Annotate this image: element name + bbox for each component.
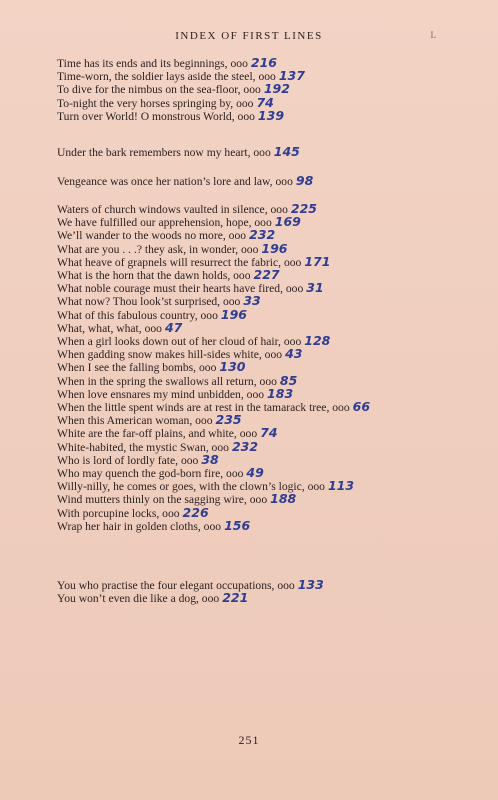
index-entry	[57, 56, 277, 70]
index-entry	[57, 360, 245, 374]
handwritten-page-number: 74	[256, 94, 274, 110]
first-line-text: White-habited, the mystic Swan, ooo	[57, 440, 229, 454]
first-line-text: To dive for the nimbus on the sea-floor, ooo	[57, 83, 261, 97]
handwritten-page-number: 188	[270, 491, 297, 507]
page-title: INDEX OF FIRST LINES	[175, 30, 323, 42]
index-entry	[57, 255, 330, 269]
handwritten-page-number: 235	[215, 412, 242, 428]
index-entry	[57, 453, 219, 467]
first-line-text: What heave of grapnels will resurrect the fabric, ooo	[57, 255, 302, 269]
handwritten-page-number: 139	[257, 107, 285, 123]
handwritten-page-number: 128	[304, 333, 331, 348]
page-header	[0, 30, 498, 42]
handwritten-page-number: 49	[246, 465, 264, 480]
handwritten-page-number: 43	[285, 346, 303, 362]
handwritten-page-number: 156	[224, 517, 251, 533]
handwritten-page-number: 133	[297, 577, 324, 592]
first-line-text: When gadding snow makes hill-sides white, ooo	[57, 348, 283, 362]
first-line-text: What, what, what, ooo	[57, 321, 162, 335]
index-entry	[57, 578, 324, 592]
index-entry	[57, 387, 293, 401]
index-entry	[57, 109, 284, 123]
index-entry	[57, 506, 209, 520]
handwritten-page-number: 192	[263, 81, 290, 97]
first-line-text: Vengeance was once her nation’s lore and law, ooo	[57, 175, 293, 188]
first-line-text: Wrap her hair in golden cloths, ooo	[57, 519, 222, 533]
handwritten-page-number: 221	[222, 590, 249, 606]
handwritten-page-number: 196	[220, 306, 247, 322]
index-entry	[57, 82, 290, 96]
index-entry	[57, 374, 297, 388]
handwritten-page-number: 47	[164, 319, 183, 335]
handwritten-page-number: 130	[219, 359, 246, 375]
first-line-text: With porcupine locks, ooo	[57, 506, 180, 520]
first-line-text: When love ensnares my mind unbidden, ooo	[57, 387, 265, 401]
handwritten-page-number: 85	[279, 372, 298, 388]
handwritten-page-number: 232	[249, 227, 276, 243]
corner-mark: L	[430, 30, 436, 40]
handwritten-page-number: 33	[243, 293, 261, 309]
handwritten-page-number: 227	[253, 267, 280, 282]
first-line-text: You won’t even die like a dog, ooo	[57, 592, 220, 606]
index-entry	[57, 347, 302, 361]
page-number: 251	[238, 733, 260, 747]
first-line-text: Under the bark remembers now my heart, ooo	[57, 146, 271, 159]
index-entry	[57, 96, 274, 110]
index-entry	[57, 228, 275, 242]
handwritten-page-number: 225	[290, 201, 317, 216]
handwritten-page-number: 183	[267, 385, 294, 401]
first-line-text: You who practise the four elegant occupations, ooo	[57, 579, 295, 592]
first-line-text: When in the spring the swallows all return, ooo	[57, 374, 277, 388]
index-entry	[57, 413, 242, 427]
first-line-text: Turn over World! O monstrous World, ooo	[57, 109, 255, 123]
handwritten-page-number: 66	[352, 399, 371, 414]
index-entry	[57, 242, 288, 256]
first-line-text: Who is lord of lordly fate, ooo	[57, 453, 199, 467]
index-entry	[57, 479, 354, 493]
handwritten-page-number: 196	[261, 240, 288, 256]
first-line-text: When a girl looks down out of her cloud of hair, ooo	[57, 335, 302, 348]
index-entry	[57, 466, 264, 480]
first-line-text: When I see the falling bombs, ooo	[57, 361, 217, 375]
handwritten-page-number: 145	[273, 144, 300, 159]
handwritten-page-number: 98	[295, 173, 314, 188]
first-line-text: What is the horn that the dawn holds, ooo	[57, 269, 251, 282]
index-entry	[57, 519, 250, 533]
handwritten-page-number: 74	[260, 425, 278, 441]
index-entry	[57, 400, 370, 414]
handwritten-page-number: 137	[278, 68, 305, 84]
index-entry	[57, 281, 324, 295]
handwritten-page-number: 226	[182, 504, 209, 520]
index-entry	[57, 591, 248, 605]
first-line-text: We’ll wander to the woods no more, ooo	[57, 229, 247, 243]
first-line-text: What of this fabulous country, ooo	[57, 308, 218, 322]
first-line-text: Willy-nilly, he comes or goes, with the clown’s logic, ooo	[57, 480, 325, 494]
first-line-text: We have fulfilled our apprehension, hope, ooo	[57, 216, 272, 230]
first-line-text: Time-worn, the soldier lays aside the steel, ooo	[57, 70, 276, 84]
first-line-text: What noble courage must their hearts have fired, ooo	[57, 282, 304, 296]
handwritten-page-number: 216	[250, 55, 277, 70]
first-line-text: Time has its ends and its beginnings, ooo	[57, 57, 248, 70]
first-line-text: What are you . . .? they ask, in wonder, ooo	[57, 242, 259, 256]
first-line-text: To-night the very horses springing by, ooo	[57, 96, 254, 110]
first-line-text: Who may quench the god-born fire, ooo	[57, 467, 244, 480]
index-entry	[57, 268, 280, 282]
handwritten-page-number: 169	[274, 214, 301, 230]
index-entry	[57, 174, 313, 188]
first-line-text: Wind mutters thinly on the sagging wire, ooo	[57, 493, 268, 507]
handwritten-page-number: 113	[327, 478, 355, 494]
handwritten-page-number: 38	[201, 451, 219, 467]
handwritten-page-number: 171	[304, 253, 331, 269]
first-line-text: White are the far-off plains, and white, ooo	[57, 427, 258, 441]
first-line-text: When this American woman, ooo	[57, 414, 213, 428]
first-line-text: When the little spent winds are at rest in the tamarack tree, ooo	[57, 401, 350, 414]
first-line-text: Waters of church windows vaulted in silence, ooo	[57, 203, 288, 216]
first-line-text: What now? Thou look’st surprised, ooo	[57, 295, 241, 309]
handwritten-page-number: 31	[306, 280, 324, 296]
index-entry	[57, 321, 182, 335]
index-entry	[57, 492, 296, 506]
index-entry	[57, 145, 300, 159]
index-entry	[57, 440, 258, 454]
handwritten-page-number: 232	[231, 438, 259, 454]
index-entry	[57, 308, 247, 322]
